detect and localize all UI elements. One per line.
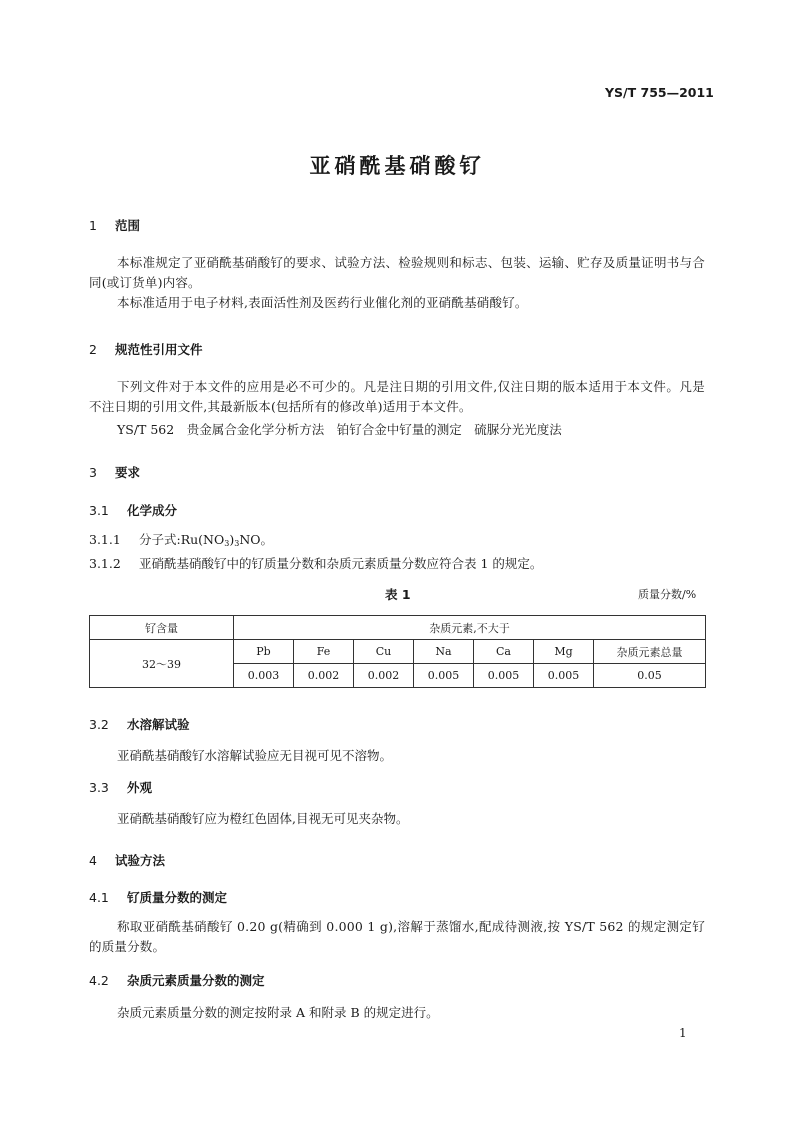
section-title: 水溶解试验 [127,717,190,732]
subsection-3-1-heading [89,501,177,519]
element-na: Na [414,640,474,664]
section-title: 试验方法 [115,853,166,868]
impurity-determination-text: 杂质元素质量分数的测定按附录 A 和附录 B 的规定进行。 [117,1005,439,1020]
value-fe: 0.002 [294,664,354,688]
document-title: 亚硝酰基硝酸钌 [309,154,485,178]
value-na: 0.005 [414,664,474,688]
formula-suffix: NO。 [239,532,274,547]
page-number: 1 [679,1026,687,1040]
section-title: 要求 [115,465,141,480]
clause-number: 3.1.1 [89,532,121,547]
section-number: 3 [89,465,97,480]
value-ca: 0.005 [474,664,534,688]
section-title: 规范性引用文件 [115,342,203,357]
formula-subscript: 3 [234,539,240,548]
clause-text: 亚硝酰基硝酸钌中的钌质量分数和杂质元素质量分数应符合表 1 的规定。 [139,556,543,571]
element-ca: Ca [474,640,534,664]
table-unit: 质量分数/% [638,588,697,601]
section-number: 3.3 [89,780,109,795]
formula-subscript: 3 [224,539,230,548]
element-fe: Fe [294,640,354,664]
section-number: 2 [89,342,97,357]
subsection-4-1-heading [89,888,227,906]
section-number: 3.2 [89,717,109,732]
clause-3-1-1 [89,530,273,548]
table-element-row [90,640,706,664]
subsection-3-2-heading [89,715,190,733]
element-cu: Cu [354,640,414,664]
ru-determination-text: 称取亚硝酰基硝酸钌 0.20 g(精确到 0.000 1 g),溶解于蒸馏水,配成待测液,按 YS/T 562 的规定测定钌的质量分数。 [89,919,705,954]
formula-prefix: 分子式:Ru(NO [139,532,225,547]
section-2-heading [89,340,203,358]
clause-3-1-2 [89,554,542,572]
section-number: 4.2 [89,973,109,988]
formula-paren: ) [229,532,235,547]
header-impurities: 杂质元素,不大于 [234,616,706,640]
scope-paragraph-1: 本标准规定了亚硝酰基硝酸钌的要求、试验方法、检验规则和标志、包装、运输、贮存及质量证明书与合同(或订货单)内容。 [89,255,705,290]
subsection-3-3-heading [89,778,152,796]
value-pb: 0.003 [234,664,294,688]
element-total: 杂质元素总量 [594,640,706,664]
reference-entry: YS/T 562 贵金属合金化学分析方法 铂钌合金中钌量的测定 硫脲分光光度法 [117,422,562,437]
table-caption: 表 1 [385,587,411,602]
section-number: 4.1 [89,890,109,905]
appearance-text: 亚硝酰基硝酸钌应为橙红色固体,目视无可见夹杂物。 [117,811,409,826]
ru-content-value: 32～39 [90,640,234,688]
element-pb: Pb [234,640,294,664]
value-mg: 0.005 [534,664,594,688]
section-number: 3.1 [89,503,109,518]
composition-table [89,615,706,688]
section-3-heading [89,463,140,481]
section-title: 化学成分 [127,503,178,518]
section-title: 杂质元素质量分数的测定 [127,973,265,988]
section-4-heading [89,851,165,869]
clause-number: 3.1.2 [89,556,121,571]
value-cu: 0.002 [354,664,414,688]
section-number: 1 [89,218,97,233]
section-1-heading [89,216,140,234]
section-title: 外观 [127,780,153,795]
header-ru-content: 钌含量 [90,616,234,640]
section-number: 4 [89,853,97,868]
value-total: 0.05 [594,664,706,688]
section-title: 钌质量分数的测定 [127,890,228,905]
element-mg: Mg [534,640,594,664]
section-title: 范围 [115,218,141,233]
dissolution-text: 亚硝酰基硝酸钌水溶解试验应无目视可见不溶物。 [117,748,393,763]
subsection-4-2-heading [89,971,265,989]
standard-code: YS/T 755—2011 [605,85,714,100]
scope-paragraph-2: 本标准适用于电子材料,表面活性剂及医药行业催化剂的亚硝酰基硝酸钌。 [117,295,528,310]
table-header-row [90,616,706,640]
normative-refs-paragraph: 下列文件对于本文件的应用是必不可少的。凡是注日期的引用文件,仅注日期的版本适用于本文件。凡是不注日期的引用文件,其最新版本(包括所有的修改单)适用于本文件。 [89,379,705,414]
